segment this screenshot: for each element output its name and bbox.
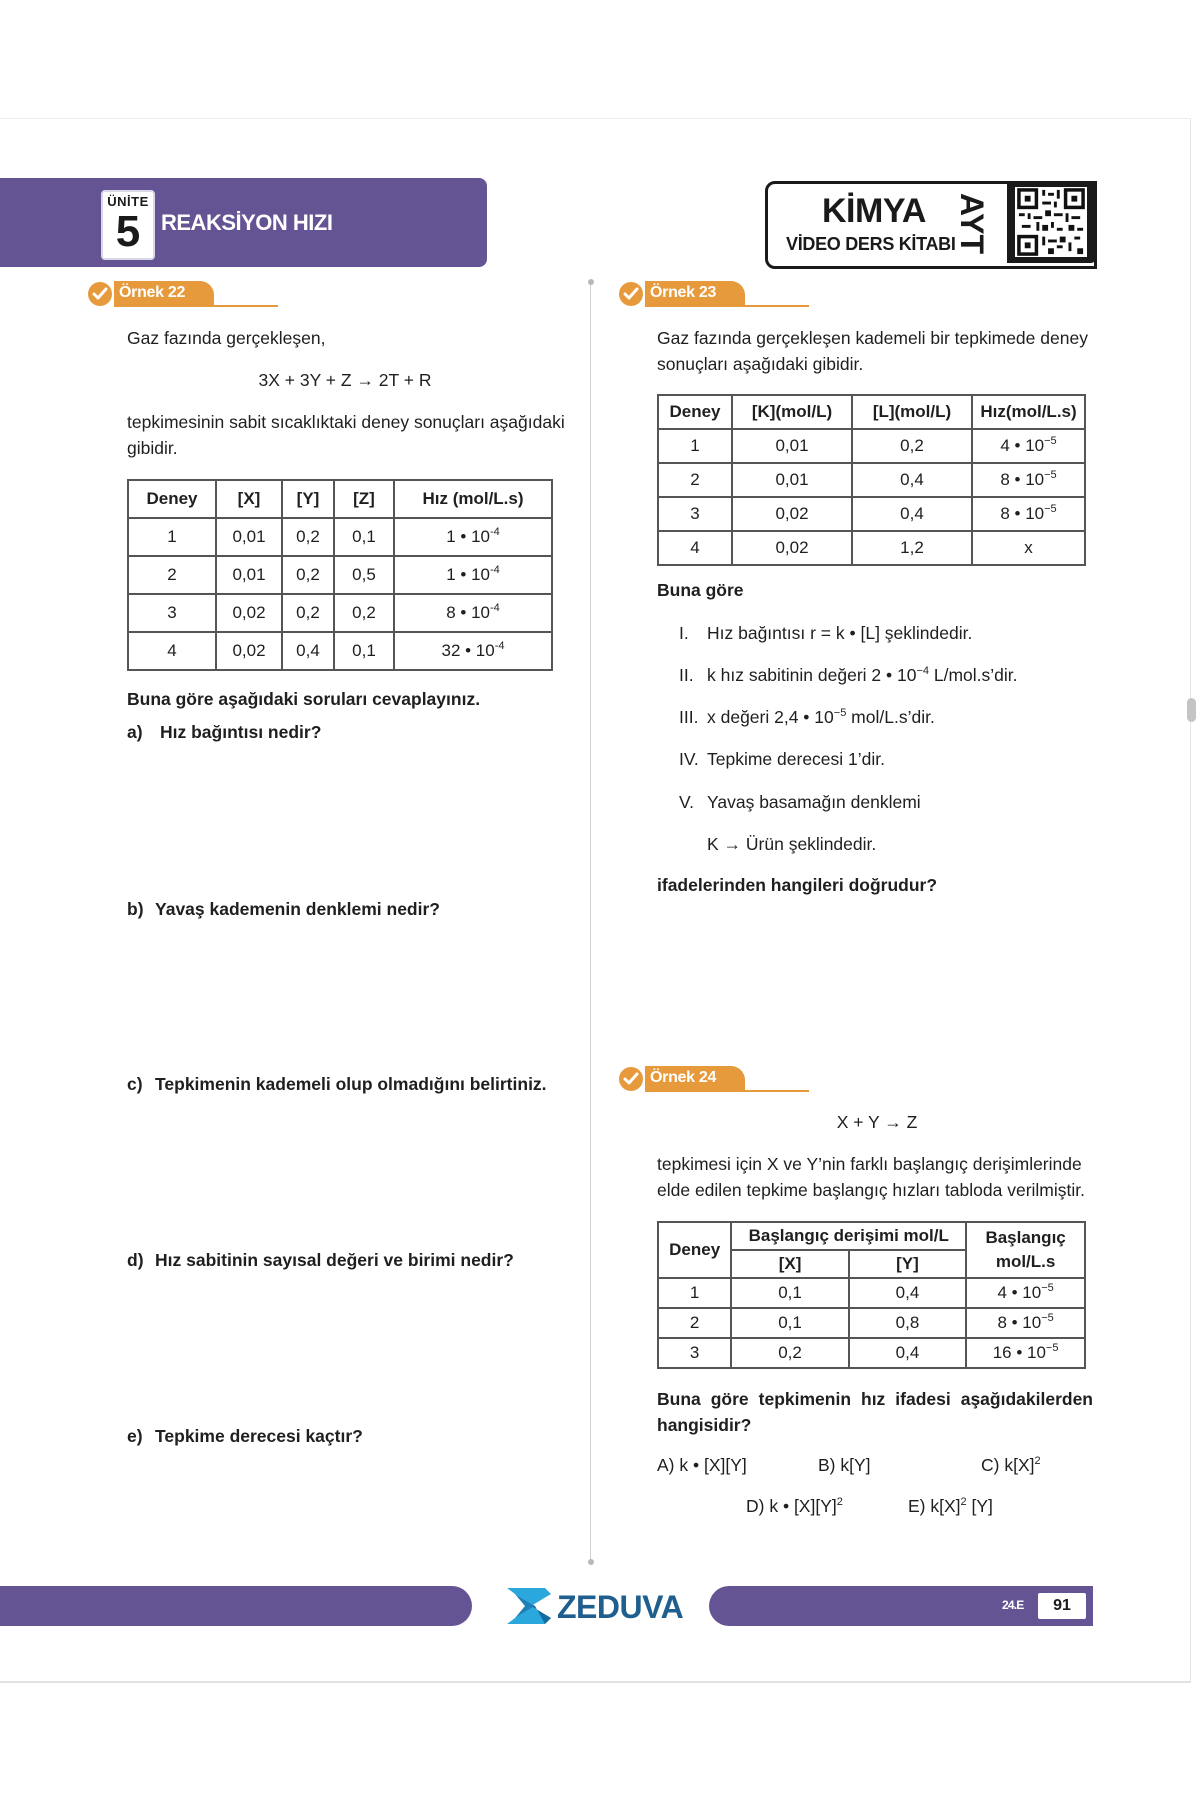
cell-z: 0,1 xyxy=(334,518,394,556)
cell-y: 0,4 xyxy=(849,1338,966,1368)
check-icon xyxy=(619,282,643,306)
brand-name: ZEDUVA xyxy=(557,1589,684,1625)
cell-rate: x xyxy=(972,531,1085,565)
cell-deney: 4 xyxy=(128,632,216,670)
cell-rate: 16 • $10^{-5}$ xyxy=(966,1338,1085,1368)
cell-z: 0,2 xyxy=(334,594,394,632)
cell-y: 0,8 xyxy=(849,1308,966,1338)
statement-3: III. x değeri 2,4 • $10^{-5}$ mol/L.s’dir. xyxy=(679,707,935,727)
col-header-rate: Hız (mol/L.s) xyxy=(394,480,552,518)
col-header-l: [L](mol/L) xyxy=(852,395,972,429)
cell-l: 0,4 xyxy=(852,497,972,531)
table-row xyxy=(658,463,1085,497)
qr-pattern-icon xyxy=(1015,187,1087,257)
ornek-24-label: Örnek 24 xyxy=(650,1069,717,1086)
table-row xyxy=(128,632,552,670)
cell-deney: 4 xyxy=(658,531,732,565)
cell-k: 0,01 xyxy=(732,463,852,497)
cell-rate: 4 • $10^{-5}$ xyxy=(966,1278,1085,1308)
book-title: KİMYA xyxy=(822,192,926,230)
cell-deney: 3 xyxy=(658,497,732,531)
footer-bar-left xyxy=(0,1586,472,1626)
cell-x: 0,1 xyxy=(731,1308,848,1338)
unit-badge xyxy=(101,190,155,260)
column-divider xyxy=(590,282,591,1562)
ornek-23-intro: Gaz fazında gerçekleşen kademeli bir tepkimede deney sonuçları aşağıdaki gibidir. xyxy=(657,328,1088,374)
option-b[interactable]: B) k[Y] xyxy=(818,1455,871,1475)
statement-5-continuation: K → Ürün şeklindedir. xyxy=(707,834,877,854)
cell-y: 0,4 xyxy=(282,632,334,670)
table-row xyxy=(128,518,552,556)
ornek-24-table xyxy=(657,1221,1086,1369)
unit-title: REAKSİYON HIZI xyxy=(161,210,333,235)
cell-l: 0,2 xyxy=(852,429,972,463)
zeduva-z-icon xyxy=(505,1586,553,1626)
check-icon xyxy=(88,282,112,306)
question-a: a) Hız bağıntısı nedir? xyxy=(127,722,322,742)
ornek-22-prompt: Buna göre aşağıdaki soruları cevaplayınız. xyxy=(127,689,481,709)
ornek-23-question: ifadelerinden hangileri doğrudur? xyxy=(657,875,938,895)
option-c[interactable]: C) $k[X]^2$ xyxy=(981,1455,1041,1475)
cell-rate: 1 • $10^{-4}$ xyxy=(394,556,552,594)
cell-l: 1,2 xyxy=(852,531,972,565)
footer-bar-right xyxy=(709,1586,1093,1626)
cell-rate: 4 • $10^{-5}$ xyxy=(972,429,1085,463)
ornek-22-table xyxy=(127,479,553,671)
option-a[interactable]: A) k • [X][Y] xyxy=(657,1455,747,1475)
cell-rate: 8 • $10^{-5}$ xyxy=(972,497,1085,531)
cell-deney: 1 xyxy=(128,518,216,556)
table-row xyxy=(128,594,552,632)
page-number: 91 xyxy=(1038,1593,1086,1619)
book-subtitle: VİDEO DERS KİTABI xyxy=(786,234,956,254)
table-row xyxy=(658,1308,1085,1338)
option-e[interactable]: E) $k[X]^2$ [Y] xyxy=(908,1496,993,1516)
qr-code-icon[interactable] xyxy=(1007,181,1095,263)
cell-deney: 2 xyxy=(658,1308,731,1338)
statement-1: I. Hız bağıntısı r = k • [L] şeklindedir. xyxy=(679,623,973,643)
table-row xyxy=(658,1278,1085,1308)
ornek-22-equation: 3X + 3Y + Z → 2T + R xyxy=(258,370,432,390)
cell-x: 0,02 xyxy=(216,632,282,670)
cell-z: 0,1 xyxy=(334,632,394,670)
col-header-z: [Z] xyxy=(334,480,394,518)
col-header-x: [X] xyxy=(731,1250,848,1278)
zeduva-logo xyxy=(505,1584,685,1628)
cell-x: 0,01 xyxy=(216,518,282,556)
unit-number: 5 xyxy=(115,207,141,256)
cell-x: 0,2 xyxy=(731,1338,848,1368)
scrollbar-thumb[interactable] xyxy=(1187,698,1196,722)
cell-l: 0,4 xyxy=(852,463,972,497)
col-header-rate: Başlangıç mol/L.s xyxy=(966,1222,1085,1278)
table-row xyxy=(658,497,1085,531)
statement-2: II. k hız sabitinin değeri 2 • $10^{-4}$ L/mol.s’dir. xyxy=(679,665,1018,685)
cell-rate: 32 • $10^{-4}$ xyxy=(394,632,552,670)
ornek-23-label: Örnek 23 xyxy=(650,284,717,301)
divider-dot-bottom xyxy=(588,1559,594,1565)
option-d[interactable]: D) k • $[X][Y]^2$ xyxy=(746,1496,843,1516)
cell-deney: 3 xyxy=(128,594,216,632)
cell-k: 0,02 xyxy=(732,497,852,531)
statement-5: V. Yavaş basamağın denklemi xyxy=(679,792,921,812)
cell-x: 0,02 xyxy=(216,594,282,632)
col-header-rate: Hız(mol/L.s) xyxy=(972,395,1085,429)
cell-k: 0,02 xyxy=(732,531,852,565)
divider-dot-top xyxy=(588,279,594,285)
cell-x: 0,1 xyxy=(731,1278,848,1308)
ornek-24-description: tepkimesi için X ve Y’nin farklı başlangıç derişimlerinde elde edilen tepkime başlangıç hızları tabloda verilmiştir. xyxy=(657,1154,1085,1200)
cell-y: 0,4 xyxy=(849,1278,966,1308)
question-d: d) Hız sabitinin sayısal değeri ve birimi nedir? xyxy=(127,1250,514,1270)
cell-x: 0,01 xyxy=(216,556,282,594)
cell-deney: 1 xyxy=(658,1278,731,1308)
question-c: c) Tepkimenin kademeli olup olmadığını belirtiniz. xyxy=(127,1074,547,1094)
cell-rate: 1 • $10^{-4}$ xyxy=(394,518,552,556)
col-header-y: [Y] xyxy=(282,480,334,518)
statement-4: IV. Tepkime derecesi 1’dir. xyxy=(679,749,885,769)
question-b: b) Yavaş kademenin denklemi nedir? xyxy=(127,899,440,919)
table-row xyxy=(128,556,552,594)
col-header-deney: Deney xyxy=(658,1222,731,1278)
unit-label: ÜNİTE xyxy=(107,194,149,209)
ornek-22-intro: Gaz fazında gerçekleşen, xyxy=(127,328,326,348)
cell-rate: 8 • $10^{-4}$ xyxy=(394,594,552,632)
col-header-x: [X] xyxy=(216,480,282,518)
cell-y: 0,2 xyxy=(282,556,334,594)
edition-code: 24.E xyxy=(1002,1598,1024,1612)
col-header-k: [K](mol/L) xyxy=(732,395,852,429)
ornek-23-lead: Buna göre xyxy=(657,580,744,600)
cell-deney: 2 xyxy=(128,556,216,594)
cell-y: 0,2 xyxy=(282,594,334,632)
table-row xyxy=(658,531,1085,565)
ornek-23-table xyxy=(657,394,1086,566)
col-header-y: [Y] xyxy=(849,1250,966,1278)
col-header-group: Başlangıç derişimi mol/L xyxy=(731,1222,966,1250)
cell-rate: 8 • $10^{-5}$ xyxy=(966,1308,1085,1338)
cell-rate: 8 • $10^{-5}$ xyxy=(972,463,1085,497)
cell-k: 0,01 xyxy=(732,429,852,463)
cell-y: 0,2 xyxy=(282,518,334,556)
cell-deney: 3 xyxy=(658,1338,731,1368)
col-header-deney: Deney xyxy=(658,395,732,429)
cell-deney: 2 xyxy=(658,463,732,497)
ornek-22-label: Örnek 22 xyxy=(119,284,186,301)
table-row xyxy=(658,429,1085,463)
ornek-22-description: tepkimesinin sabit sıcaklıktaki deney sonuçları aşağıdaki gibidir. xyxy=(127,412,565,458)
ornek-24-question: Buna göre tepkimenin hız ifadesi aşağıdakilerden hangisidir? xyxy=(657,1389,1093,1435)
cell-z: 0,5 xyxy=(334,556,394,594)
ornek-24-equation: X + Y → Z xyxy=(836,1112,918,1132)
cell-deney: 1 xyxy=(658,429,732,463)
check-icon xyxy=(619,1067,643,1091)
col-header-deney: Deney xyxy=(128,480,216,518)
question-e: e) Tepkime derecesi kaçtır? xyxy=(127,1426,363,1446)
exam-label: AYT xyxy=(954,193,990,255)
table-row xyxy=(658,1338,1085,1368)
